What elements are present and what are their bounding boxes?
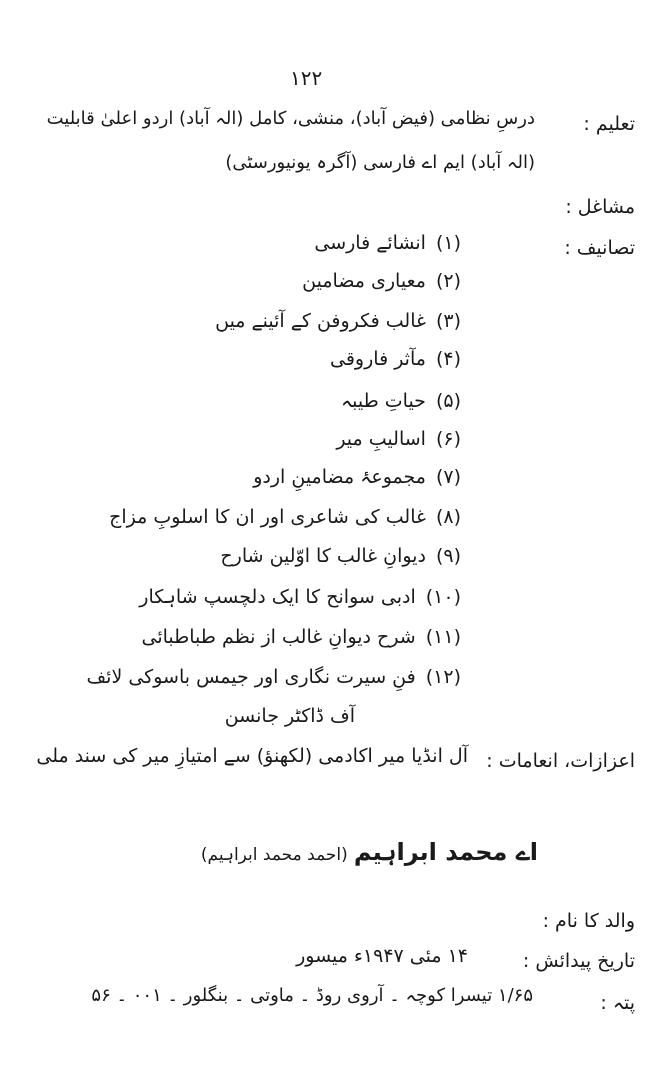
work-item-title: غالب فکروفن کے آئینے میں	[215, 310, 426, 332]
work-item-title: انشائے فارسی	[314, 232, 426, 254]
address-label: پتہ :	[600, 992, 635, 1014]
awards-text: آل انڈیا میر اکادمی (لکھنؤ) سے امتیازِ میر کی سند ملی	[36, 745, 468, 767]
occupation-label: مشاغل :	[565, 196, 635, 218]
education-line-2: (الہ آباد) ایم اے فارسی (آگرہ یونیورسٹی)	[225, 152, 535, 173]
father-label: والد کا نام :	[542, 910, 635, 932]
work-item-title: مآثر فاروقی	[330, 348, 426, 370]
work-item	[87, 666, 462, 689]
work-item-number: (۵)	[435, 390, 461, 412]
person-name: اے محمد ابراہیم	[353, 838, 538, 866]
work-item-title: غالب کی شاعری اور ان کا اسلوبِ مزاج	[109, 506, 426, 528]
work-item-number: (۹)	[435, 545, 461, 567]
work-item	[142, 626, 462, 649]
work-item	[336, 428, 461, 451]
work-item-number: (۳)	[435, 310, 461, 332]
work-item-number: (۸)	[435, 506, 461, 528]
work-item-number: (۷)	[435, 466, 461, 488]
work-item-title: دیوانِ غالب کا اوّلین شارح	[220, 545, 426, 567]
works-label: تصانیف :	[564, 237, 635, 259]
work-item-number: (۲)	[435, 270, 461, 292]
work-item	[341, 390, 461, 413]
awards-label: اعزازات، انعامات :	[486, 750, 635, 772]
education-line-1: درسِ نظامی (فیض آباد)، منشی، کامل (الہ آباد) اردو اعلیٰ قابلیت	[46, 108, 535, 129]
education-label: تعلیم :	[583, 113, 635, 135]
work-item-title: فنِ سیرت نگاری اور جیمس باسوکی لائف	[86, 666, 416, 688]
work-item	[253, 466, 461, 489]
person-alias: (احمد محمد ابراہیم)	[200, 845, 348, 865]
page-number: ۱۲۲	[290, 66, 323, 90]
work-item-number: (۱۰)	[425, 586, 461, 608]
work-item-title: حیاتِ طیبہ	[341, 390, 426, 412]
address-value: ۱/۶۵ تیسرا کوچہ ۔ آروی روڈ ۔ ماوتی ۔ بنگلور ۔ ۰۰۱ ۔ ۵۶	[91, 985, 533, 1006]
work-item	[220, 545, 461, 568]
work-item	[330, 348, 461, 371]
work-item-number: (۱)	[435, 232, 461, 254]
person-heading	[201, 838, 538, 867]
work-item	[215, 310, 461, 333]
work-item-title: مجموعۂ مضامینِ اردو	[253, 466, 426, 488]
work-item-number: (۱۲)	[425, 666, 461, 688]
work-item-number: (۴)	[435, 348, 461, 370]
work-item-continuation: آف ڈاکٹر جانسن	[224, 705, 355, 727]
birth-value: ۱۴ مئی ۱۹۴۷ء میسور	[296, 945, 468, 967]
work-item-number: (۶)	[435, 428, 461, 450]
work-item	[314, 232, 461, 255]
work-item-title: ادبی سوانح کا ایک دلچسپ شاہکار	[139, 586, 416, 608]
work-item-title: اسالیبِ میر	[336, 428, 426, 450]
work-item-number: (۱۱)	[425, 626, 461, 648]
work-item	[302, 270, 461, 293]
birth-label: تاریخ پیدائش :	[522, 950, 635, 972]
work-item	[109, 506, 461, 529]
work-item-title: معیاری مضامین	[302, 270, 426, 292]
work-item-title: شرح دیوانِ غالب از نظم طباطبائی	[141, 626, 416, 648]
work-item	[139, 586, 461, 609]
